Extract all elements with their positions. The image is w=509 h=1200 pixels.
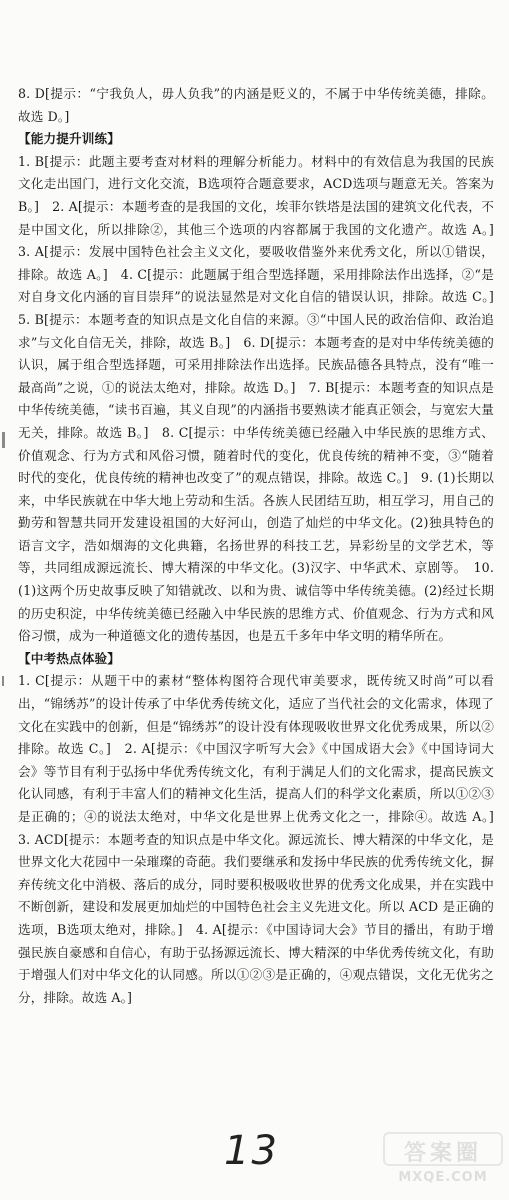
answer-paragraph: 1. C[提示：从题干中的素材“整体构图符合现代审美要求，既传统又时尚”可以看出，“锦绣苏”的设计传承了中华优秀传统文化，适应了当代社会的文化需求，体现了文化在实践中的创新，但是“锦绣苏”的设计没有体现吸收世界文化优秀成果，所以②排除。故选 C。] 2. A[提示：《中国汉字听写大会》《中国成语大会》《中国诗词大会》等节目有利于弘扬中华优秀传统文化，有利于满足人们的文化需求，提高民族文化认同感，有利于丰富人们的精神文化生活，提高人们的科学文化素质，所以①②③是正确的；④的说法太绝对，中华文化是世界上优秀文化之一，排除④。故选 A。] 3. ACD[提示：本题考查的知识点是中华文化。源远流长、博大精深的中华文化，是世界文化大花园中一朵璀璨的奇葩。我们要继承和发扬中华民族的优秀传统文化，摒弃传统文化中消极、落后的成分，同时要积极吸收世界的优秀文化成果，并在实践中不断创新，建设和发展更加灿烂的中国特色社会主义先进文化。所以 ACD 是正确的选项，B选项太绝对，排除。] 4. A[提示：《中国诗词大会》节目的播出，有助于增强民族自豪感和自信心，有助于弘扬源远流长、博大精深的中华优秀传统文化，有助于增强人们对中华文化的认同感。所以①②③是正确的，④观点错误，文化无优劣之分，排除。故选 A。] (18, 673, 507, 1005)
watermark-logo (383, 1132, 503, 1190)
handwritten-page-number: 13 (224, 1128, 279, 1174)
answer-text (18, 83, 507, 1009)
answer-paragraph: 1. B[提示：此题主要考查对材料的理解分析能力。材料中的有效信息为我国的民族文化走出国门，进行文化交流，B选项符合题意要求，ACD选项与题意无关。答案为 B。] 2. A[提示：本题考查的是我国的文化，埃菲尔铁塔是法国的建筑文化代表，不是中国文化，所以排除②，其他三个选项的内容都属于我国的文化遗产。故选 A。] 3. A[提示：发展中国特色社会主义文化，要吸收借鉴外来优秀文化，所以①错误，排除。故选 A。] 4. C[提示：此题属于组合型选择题，采用排除法作出选择，②“是对自身文化内涵的盲目崇拜”的说法显然是对文化自信的错误认识，排除。故选 C。] 5. B[提示：本题考查的知识点是文化自信的来源。③“中国人民的政治信仰、政治追求”与文化自信无关，排除，故选 B。] 6. D[提示：本题考查的是对中华传统美德的认识，属于组合型选择题，可采用排除法作出选择。民族品德各具特点，没有“唯一最高尚”之说，①的说法太绝对，排除。故选 D。] 7. B[提示：本题考查的知识点是中华传统美德，“读书百遍，其义自现”的内涵指书要熟读才能真正领会，与宽宏大量无关，排除。故选 B。] 8. C[提示：中华传统美德已经融入中华民族的思维方式、价值观念、行为方式和风俗习惯，随着时代的变化，优良传统的精神不变，③“随着时代的变化，优良传统的精神也改变了”的观点错误，排除。故选 C。] 9. (1)长期以来，中华民族就在中华大地上劳动和生活。各族人民团结互助，相互学习，用自己的勤劳和智慧共同开发建设祖国的大好河山，创造了灿烂的中华文化。(2)独具特色的语言文字，浩如烟海的文化典籍，名扬世界的科技工艺，异彩纷呈的文学艺术，等等，共同组成源远流长、博大精深的中华文化。(3)汉字、中华武术、京剧等。 10. (1)这两个历史故事反映了知错就改、以和为贵、诚信等中华传统美德。(2)经过长期的历史积淀，中华传统美德已经融入中华民族的思维方式、价值观念、行为方式和风俗习惯，成为一种道德文化的遗传基因，也是五千多年中华文明的精华所在。 (18, 153, 507, 644)
section-heading: 【中考热点体验】 (18, 650, 120, 666)
section-heading: 【能力提升训练】 (18, 131, 120, 147)
scan-edge-mark (2, 676, 4, 686)
scan-edge-mark (2, 432, 5, 448)
watermark-title: 答案圈 (383, 1132, 503, 1166)
watermark-url: MXQE.COM (398, 1170, 488, 1185)
answer-paragraph: 8. D[提示：“宁我负人，毋人负我”的内涵是贬义的，不属于中华传统美德，排除。故选 D。] (18, 86, 494, 124)
